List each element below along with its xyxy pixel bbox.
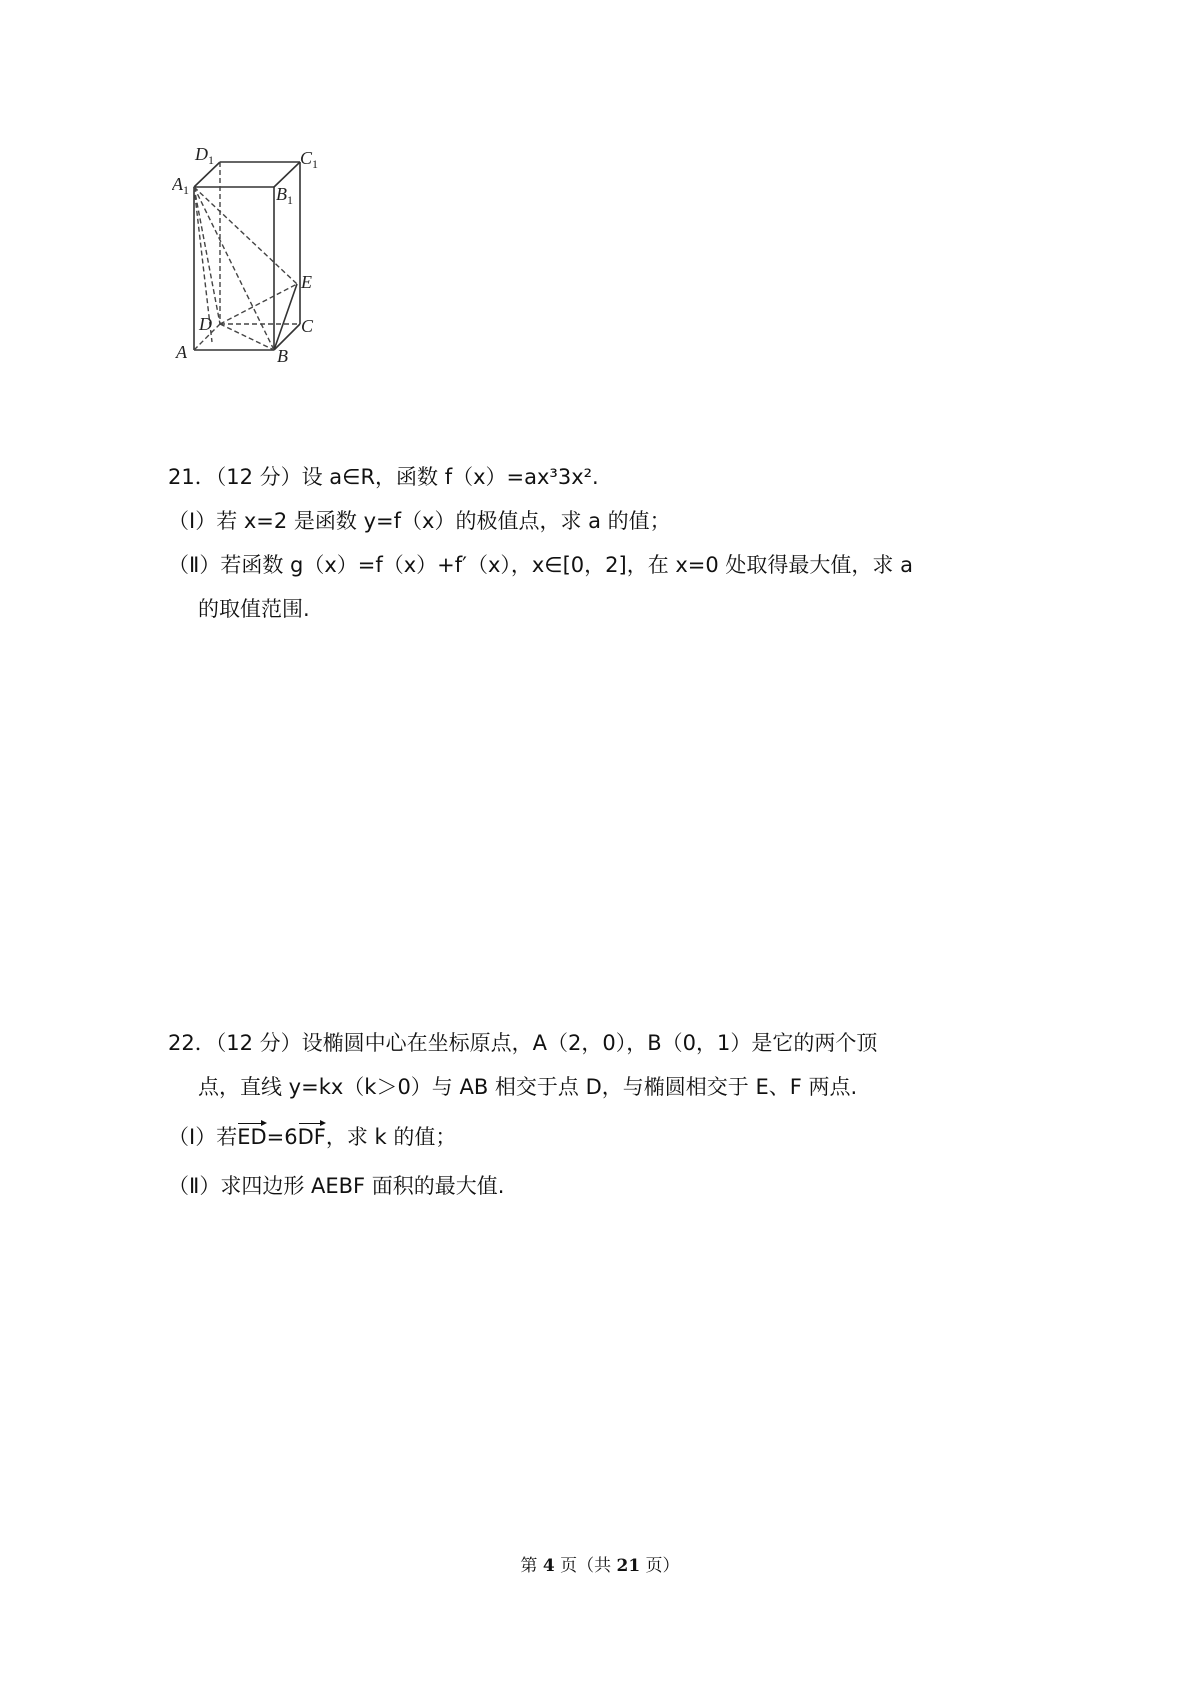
- label-b1: $B_1$: [276, 184, 293, 207]
- q22-part1-prefix: （Ⅰ）若: [168, 1125, 238, 1149]
- q22-part1-suffix: ，求 k 的值；: [325, 1125, 457, 1149]
- footer-page-number: 4: [542, 1556, 555, 1576]
- q21-heading: 21．（12 分）设 a∈R，函数 f（x）=ax³﻿3x².: [168, 465, 599, 489]
- label-d1: $D_1$: [195, 144, 214, 167]
- q21-part2: （Ⅱ）若函数 g（x）=f（x）+f′（x），x∈[0，2]，在 x=0 处取得最大值，求 a: [168, 553, 913, 577]
- label-e: E: [301, 272, 312, 292]
- q22-heading-continued: 点，直线 y=kx（k＞0）与 AB 相交于点 D，与椭圆相交于 E、F 两点.: [198, 1075, 858, 1099]
- label-d: D: [199, 314, 212, 334]
- label-c1: $C_1$: [300, 148, 319, 171]
- q21-part2-continued: 的取值范围.: [198, 597, 310, 621]
- q22-part1-eq: =6: [266, 1125, 298, 1149]
- label-a: A: [176, 342, 187, 362]
- page-footer: [0, 1551, 1200, 1576]
- footer-suffix: 页）: [640, 1556, 680, 1576]
- label-a1: $A_1$: [172, 174, 189, 197]
- edge-a1d1: [194, 162, 220, 187]
- q22-part2: （Ⅱ）求四边形 AEBF 面积的最大值.: [168, 1174, 505, 1198]
- q21-part1: （Ⅰ）若 x=2 是函数 y=f（x）的极值点，求 a 的值；: [168, 509, 671, 533]
- label-c: C: [301, 316, 314, 336]
- vector-df: DF: [298, 1122, 326, 1152]
- footer-total-pages: 21: [616, 1556, 641, 1576]
- footer-mid: 页（共: [554, 1556, 617, 1576]
- hidden-db: [220, 324, 274, 350]
- prism-figure: [172, 142, 342, 374]
- hidden-a1d: [194, 187, 220, 324]
- label-b: B: [277, 346, 288, 366]
- q22-heading: 22．（12 分）设椭圆中心在坐标原点，A（2，0），B（0，1）是它的两个顶: [168, 1031, 878, 1055]
- prism-diagram: [172, 142, 342, 374]
- footer-prefix: 第: [520, 1556, 543, 1576]
- q22-part1: [168, 1122, 456, 1152]
- vector-ed: ED: [237, 1122, 266, 1152]
